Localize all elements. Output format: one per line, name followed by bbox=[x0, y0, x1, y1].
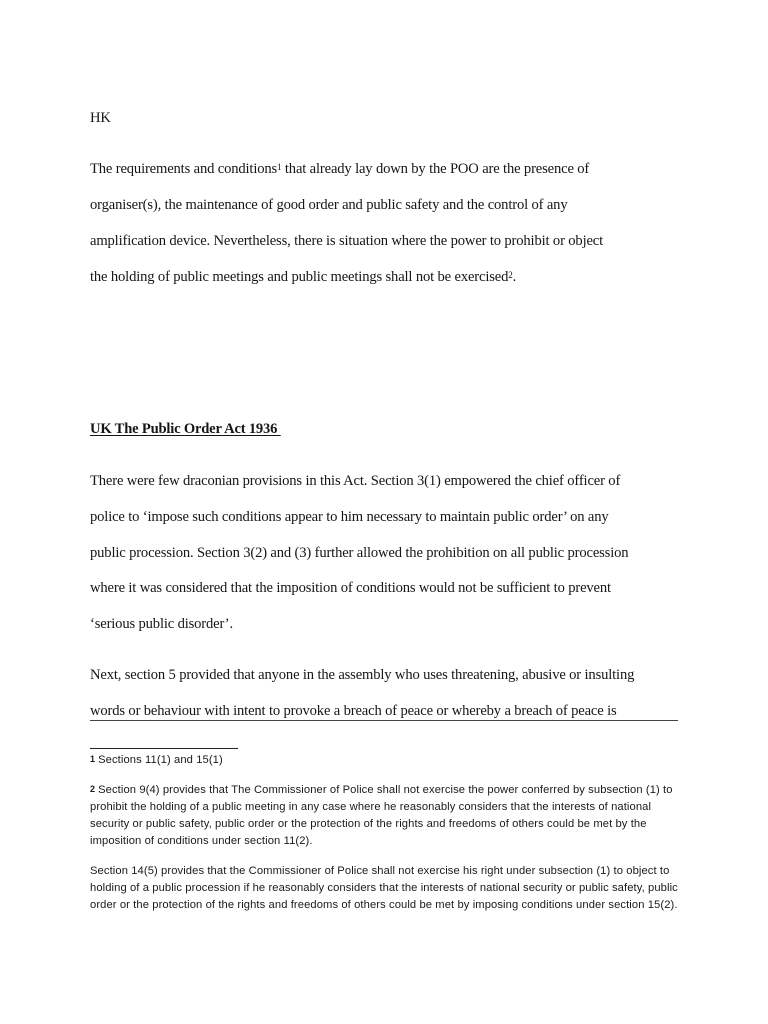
next-paragraph-line-2: words or behaviour with intent to provoke a breach of peace or whereby a breach of peace is bbox=[90, 703, 617, 719]
next-paragraph-line-1: Next, section 5 provided that anyone in the assembly who uses threatening, abusive or insulting bbox=[90, 667, 635, 683]
text-run: that already lay down by the POO are the presence of bbox=[281, 161, 590, 177]
uk-paragraph-line-1: There were few draconian provisions in this Act. Section 3(1) empowered the chief officer of bbox=[90, 473, 621, 489]
uk-paragraph-line-2: police to ‘impose such conditions appear to him necessary to maintain public order’ on any bbox=[90, 509, 609, 525]
footnote-reference-1[interactable]: 1 bbox=[277, 162, 282, 172]
hk-paragraph-line-1 bbox=[90, 160, 589, 178]
section-label-hk: HK bbox=[90, 110, 111, 126]
footnote-mark: 1 bbox=[90, 754, 96, 764]
text-run: . bbox=[512, 269, 517, 285]
page-cut-divider bbox=[90, 720, 678, 721]
hk-paragraph-line-2: organiser(s), the maintenance of good order and public safety and the control of any bbox=[90, 197, 568, 213]
footnote-2-continued bbox=[90, 863, 686, 914]
uk-paragraph-line-4: where it was considered that the imposition of conditions would not be sufficient to prevent bbox=[90, 580, 611, 596]
text-run: the holding of public meetings and public meetings shall not be exercised bbox=[90, 269, 509, 285]
footnote-text: Sections 11(1) and 15(1) bbox=[98, 754, 223, 766]
footnote-2 bbox=[90, 782, 686, 850]
footnote-reference-2[interactable]: 2 bbox=[508, 270, 513, 280]
section-heading-uk: UK The Public Order Act 1936 bbox=[90, 421, 281, 437]
hk-paragraph-line-4 bbox=[90, 268, 516, 286]
uk-paragraph-line-5: ‘serious public disorder’. bbox=[90, 616, 233, 632]
footnote-text: Section 14(5) provides that the Commissioner of Police shall not exercise his right under subsection (1) to object to holding of a public procession if he reasonably considers that the interests of national security or public safety, public order or the protection of the rights and freedoms of others could be met by imposing conditions under section 15(2). bbox=[90, 865, 678, 911]
footnote-text: Section 9(4) provides that The Commissioner of Police shall not exercise the power conferred by subsection (1) to prohibit the holding of a public meeting in any case where he reasonably considers that the interests of national security or public safety, public order or the protection of the rights and freedoms of others could be met by the imposition of conditions under section 11(2). bbox=[90, 784, 673, 847]
footnote-mark: 2 bbox=[90, 784, 96, 794]
hk-paragraph-line-3: amplification device. Nevertheless, there is situation where the power to prohibit or object bbox=[90, 233, 604, 249]
footnote-separator bbox=[90, 748, 238, 749]
uk-paragraph-line-3: public procession. Section 3(2) and (3) further allowed the prohibition on all public procession bbox=[90, 545, 629, 561]
footnote-1 bbox=[90, 752, 686, 769]
text-run: The requirements and conditions bbox=[90, 161, 278, 177]
